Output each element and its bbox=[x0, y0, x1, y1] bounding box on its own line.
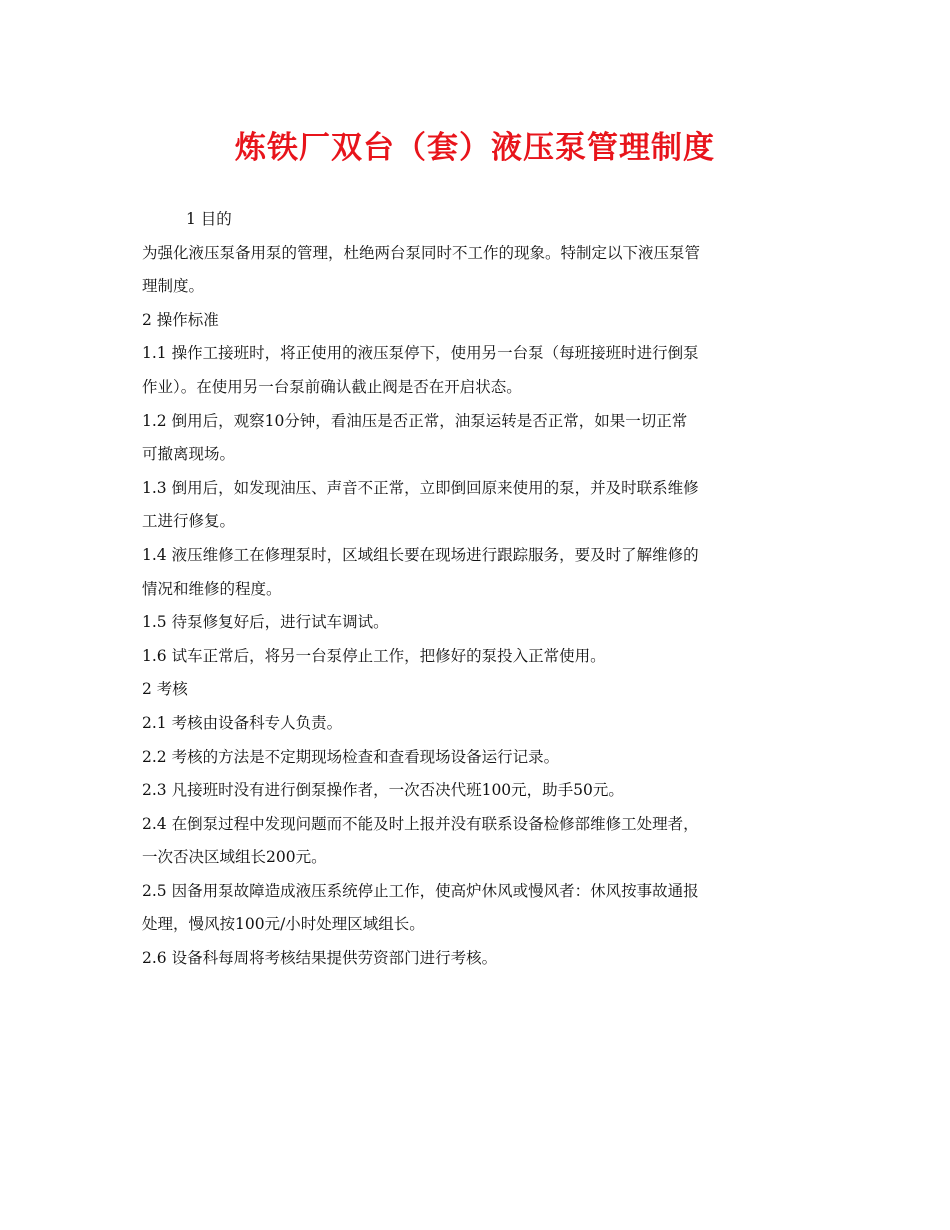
paragraph-line: 可撤离现场。 bbox=[142, 445, 236, 464]
document-body bbox=[142, 203, 814, 976]
section-heading-purpose: 1 目的 bbox=[186, 210, 232, 228]
paragraph-line: 2.6 设备科每周将考核结果提供劳资部门进行考核。 bbox=[142, 949, 498, 968]
paragraph-line: 工进行修复。 bbox=[142, 512, 236, 531]
paragraph-line: 处理，慢风按100元/小时处理区域组长。 bbox=[142, 915, 425, 934]
paragraph-line: 1.2 倒用后，观察10分钟，看油压是否正常，油泵运转是否正常，如果一切正常 bbox=[142, 411, 688, 430]
paragraph-line: 2.5 因备用泵故障造成液压系统停止工作，使高炉休风或慢风者：休风按事故通报 bbox=[142, 881, 699, 900]
paragraph-line: 1.1 操作工接班时，将正使用的液压泵停下，使用另一台泵（每班接班时进行倒泵 bbox=[142, 344, 699, 363]
paragraph-line: 作业）。在使用另一台泵前确认截止阀是否在开启状态。 bbox=[142, 377, 522, 396]
paragraph-line: 一次否决区域组长200元。 bbox=[142, 848, 327, 867]
paragraph-line: 1.3 倒用后，如发现油压、声音不正常，立即倒回原来使用的泵，并及时联系维修 bbox=[142, 478, 699, 497]
paragraph-line: 2.4 在倒泵过程中发现问题而不能及时上报并没有联系设备检修部维修工处理者， bbox=[142, 814, 699, 833]
paragraph-line: 1.6 试车正常后，将另一台泵停止工作，把修好的泵投入正常使用。 bbox=[142, 646, 606, 665]
paragraph-line: 2.1 考核由设备科专人负责。 bbox=[142, 713, 343, 732]
section-heading-operation: 2 操作标准 bbox=[142, 310, 219, 329]
paragraph-line: 情况和维修的程度。 bbox=[142, 579, 282, 598]
paragraph-line: 1.4 液压维修工在修理泵时，区域组长要在现场进行跟踪服务，要及时了解维修的 bbox=[142, 545, 699, 564]
paragraph-line: 为强化液压泵备用泵的管理，杜绝两台泵同时不工作的现象。特制定以下液压泵管 bbox=[142, 243, 701, 262]
paragraph-line: 2.3 凡接班时没有进行倒泵操作者，一次否决代班100元，助手50元。 bbox=[142, 781, 624, 800]
document-title: 炼铁厂双台（套）液压泵管理制度 bbox=[235, 130, 715, 166]
section-heading-assessment: 2 考核 bbox=[142, 680, 188, 699]
paragraph-line: 2.2 考核的方法是不定期现场检查和查看现场设备运行记录。 bbox=[142, 747, 560, 766]
paragraph-line: 1.5 待泵修复好后，进行试车调试。 bbox=[142, 613, 389, 632]
paragraph-line: 理制度。 bbox=[142, 277, 205, 296]
